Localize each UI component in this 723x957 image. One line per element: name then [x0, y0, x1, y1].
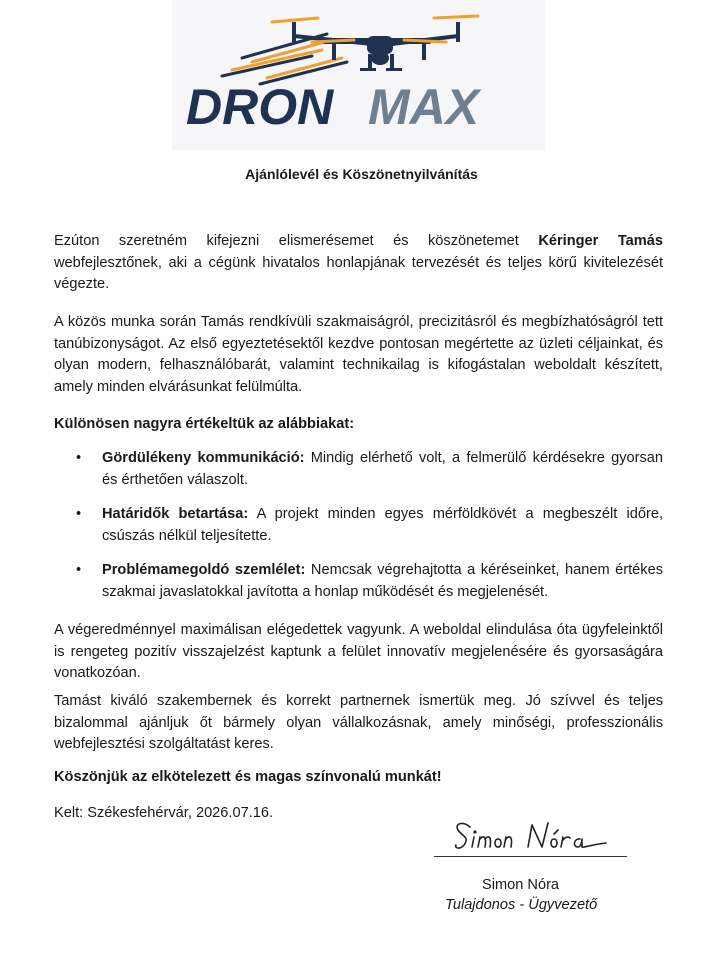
list-item-text: Mindig elérhető volt, a felmerülő kérdésekre gyorsan és érthetően válaszolt. — [102, 450, 664, 488]
intro-text-pre: Ezúton szeretném kifejezni elismerésemet és köszönetemet — [54, 233, 539, 249]
signatory-name: Simon Nóra — [482, 877, 560, 893]
bullet-icon: • — [76, 562, 82, 578]
list-item — [54, 504, 663, 547]
recommended-person-name: Kéringer Tamás — [538, 233, 663, 249]
list-item — [54, 560, 663, 603]
intro-paragraph — [54, 231, 663, 296]
recommendation-paragraph: Tamást kiváló szakembernek és korrekt partnernek ismertük meg. Jó szívvel és teljes bizalommal ajánljuk őt bármely olyan vállalkozásnak, amely minőségi, professzionális webfejlesztési szolgáltatást keres. — [54, 693, 663, 752]
document-title: Ajánlólevél és Köszönetnyilvánítás — [245, 166, 478, 182]
highlights-list — [54, 448, 663, 616]
signatory-title: Tulajdonos - Ügyvezető — [445, 897, 598, 913]
bullet-icon: • — [76, 450, 82, 466]
bullet-icon: • — [76, 506, 82, 522]
list-item-text: A projekt minden egyes mérföldkövét a megbeszélt időre, csúszás nélkül teljesítette. — [102, 506, 664, 544]
drone-logo-graphic — [172, 0, 545, 150]
list-item-title: Gördülékeny kommunikáció: — [102, 450, 305, 466]
collaboration-paragraph: A közös munka során Tamás rendkívüli szakmaiságról, precizitásról és megbízhatóságról tett tanúbizonyságot. Az első egyeztetésektől kezdve pontosan megértette az üzleti céljainkat, és olyan modern, felhasználóbarát, valamint technikailag is kifogástalan weboldalt készített, amely minden elvárásunkat felülmúlta. — [54, 314, 663, 395]
result-paragraph: A végeredménnyel maximálisan elégedettek vagyunk. A weboldal elindulása óta ügyfeleinktől is rengeteg pozitív visszajelzést kaptunk a felület innovatív megjelenésére és gyorsaságára vonatkozóan. — [54, 622, 663, 681]
company-logo — [172, 0, 545, 150]
logo-text-dron: DRON — [186, 79, 334, 135]
intro-text-post: webfejlesztőnek, aki a cégünk hivatalos honlapjának tervezését és teljes körű kivitelezését végezte. — [54, 254, 663, 292]
handwritten-signature — [450, 815, 620, 857]
thanks-line: Köszönjük az elkötelezett és magas színvonalú munkát! — [54, 769, 442, 785]
list-heading: Különösen nagyra értékeltük az alábbiakat: — [54, 416, 355, 432]
date-line: Kelt: Székesfehérvár, 2026.07.16. — [54, 805, 274, 821]
signature-line — [434, 856, 627, 857]
logo-text-max: MAX — [368, 79, 480, 135]
list-item-text: Nemcsak végrehajtotta a kéréseinket, hanem értékes szakmai javaslatokkal javította a honlap működését és megjelenését. — [102, 562, 663, 600]
list-item-title: Határidők betartása: — [102, 506, 249, 522]
list-item — [54, 448, 663, 491]
list-item-title: Problémamegoldó szemlélet: — [102, 562, 306, 578]
